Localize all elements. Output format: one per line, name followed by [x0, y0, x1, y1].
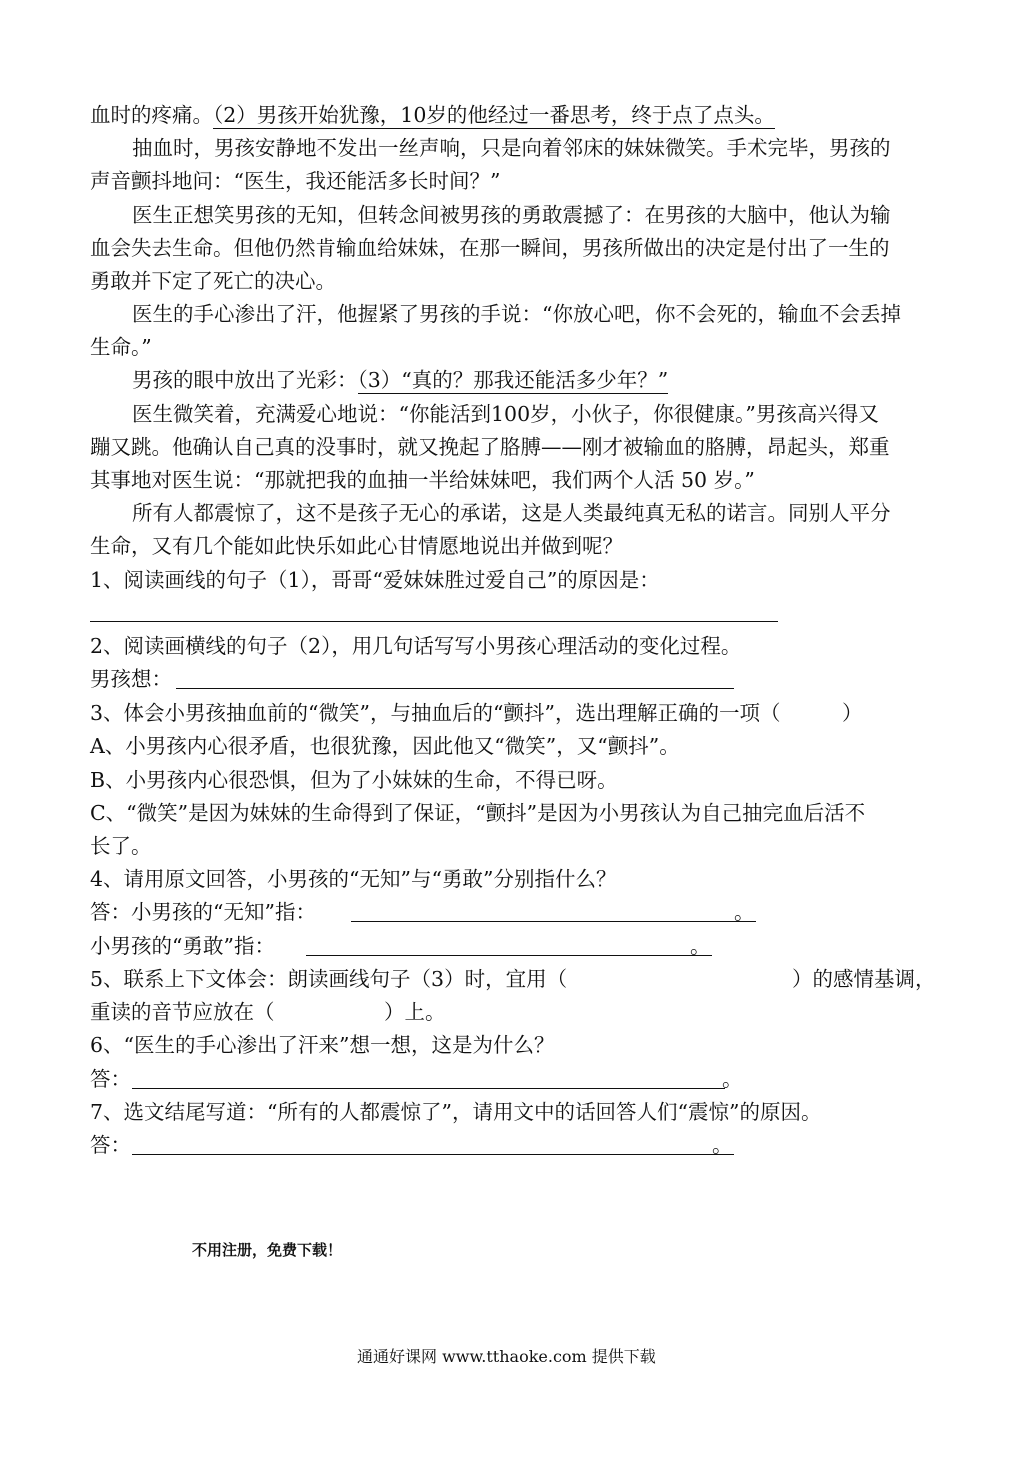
passage-line-13: 所有人都震惊了，这不是孩子无心的承诺，这是人类最纯真无私的诺言。同别人平分 [132, 501, 891, 525]
passage-line-11: 蹦又跳。他确认自己真的没事时，就又挽起了胳膊——刚才被输血的胳膊，昂起头，郑重 [90, 435, 890, 459]
answer-line-q7[interactable] [132, 1154, 734, 1155]
question-1: 1、阅读画线的句子（1），哥哥“爱妹妹胜过爱自己”的原因是： [90, 568, 660, 592]
question-5-line-1: 5、联系上下文体会：朗读画线句子（3）时，宜用（ [90, 967, 568, 991]
question-6-answer-label: 答： [90, 1067, 131, 1091]
question-5-line-2: 重读的音节应放在（ [90, 1000, 275, 1024]
passage-line-12: 其事地对医生说：“那就把我的血抽一半给妹妹吧，我们两个人活 50 岁。” [90, 468, 755, 492]
passage-line-10: 医生微笑着，充满爱心地说：“你能活到100岁，小伙子，你很健康。”男孩高兴得又 [132, 402, 879, 426]
passage-line-5: 血会失去生命。但他仍然肯输血给妹妹，在那一瞬间，男孩所做出的决定是付出了一生的 [90, 236, 890, 260]
question-3-option-c-line-1: C、“微笑”是因为妹妹的生命得到了保证，“颤抖”是因为小男孩认为自己抽完血后活不 [90, 801, 866, 825]
passage-line-14: 生命，又有几个能如此快乐如此心甘情愿地说出并做到呢？ [90, 534, 623, 558]
period-mark: 。 [722, 1067, 743, 1091]
question-6: 6、“医生的手心渗出了汗来”想一想，这是为什么？ [90, 1033, 555, 1057]
passage-text: 男孩的眼中放出了光彩： [132, 368, 358, 392]
question-5-line-2-end: ）上。 [384, 1000, 446, 1024]
question-4-answer-b [90, 929, 275, 963]
answer-line-q4-ignorance[interactable] [351, 921, 756, 922]
answer-line-q2[interactable] [176, 688, 734, 689]
answer-line-q4-courage[interactable] [306, 955, 712, 956]
question-3-option-a: A、小男孩内心很矛盾，也很犹豫，因此他又“微笑”，又“颤抖”。 [90, 734, 680, 758]
underlined-sentence-2: （2）男孩开始犹豫，10岁的他经过一番思考，终于点了点头。 [213, 103, 775, 127]
question-7-answer-label: 答： [90, 1133, 131, 1157]
period-mark: 。 [690, 934, 711, 958]
period-mark: 。 [734, 900, 755, 924]
passage-line-2: 抽血时，男孩安静地不发出一丝声响，只是向着邻床的妹妹微笑。手术完毕，男孩的 [132, 136, 891, 160]
passage-line-9 [132, 363, 668, 397]
question-7: 7、选文结尾写道：“所有的人都震惊了”，请用文中的话回答人们“震惊”的原因。 [90, 1100, 822, 1124]
underlined-sentence-3: （3）“真的？那我还能活多少年？” [357, 368, 669, 392]
passage-line-7: 医生的手心渗出了汗，他握紧了男孩的手说：“你放心吧，你不会死的，输血不会丢掉 [132, 302, 901, 326]
question-5-line-1-end: ）的感情基调， [792, 967, 936, 991]
answer-label: 小男孩的“勇敢”指： [90, 934, 275, 958]
page-footer: 通通好课网 www.tthaoke.com 提供下载 [357, 1347, 656, 1366]
passage-text: 血时的疼痛。 [90, 103, 213, 127]
passage-line-6: 勇敢并下定了死亡的决心。 [90, 269, 336, 293]
passage-line-3: 声音颤抖地问：“医生，我还能活多长时间？” [90, 169, 501, 193]
question-4: 4、请用原文回答，小男孩的“无知”与“勇敢”分别指什么？ [90, 867, 617, 891]
passage-line-8: 生命。” [90, 335, 152, 359]
answer-line-q1[interactable] [90, 621, 778, 622]
question-3: 3、体会小男孩抽血前的“微笑”，与抽血后的“颤抖”，选出理解正确的一项（ ） [90, 701, 863, 725]
answer-line-q6[interactable] [132, 1088, 725, 1089]
question-4-answer-a [90, 895, 316, 929]
passage-line-4: 医生正想笑男孩的无知，但转念间被男孩的勇敢震撼了：在男孩的大脑中，他认为输 [132, 203, 891, 227]
period-mark: 。 [712, 1133, 733, 1157]
question-2-answer-label: 男孩想： [90, 667, 172, 691]
passage-line-1 [90, 98, 775, 132]
download-notice: 不用注册，免费下载！ [192, 1241, 343, 1259]
question-2: 2、阅读画横线的句子（2），用几句话写写小男孩心理活动的变化过程。 [90, 634, 742, 658]
question-3-option-c-line-2: 长了。 [90, 834, 152, 858]
question-3-option-b: B、小男孩内心很恐惧，但为了小妹妹的生命，不得已呀。 [90, 768, 618, 792]
answer-label: 答：小男孩的“无知”指： [90, 900, 316, 924]
